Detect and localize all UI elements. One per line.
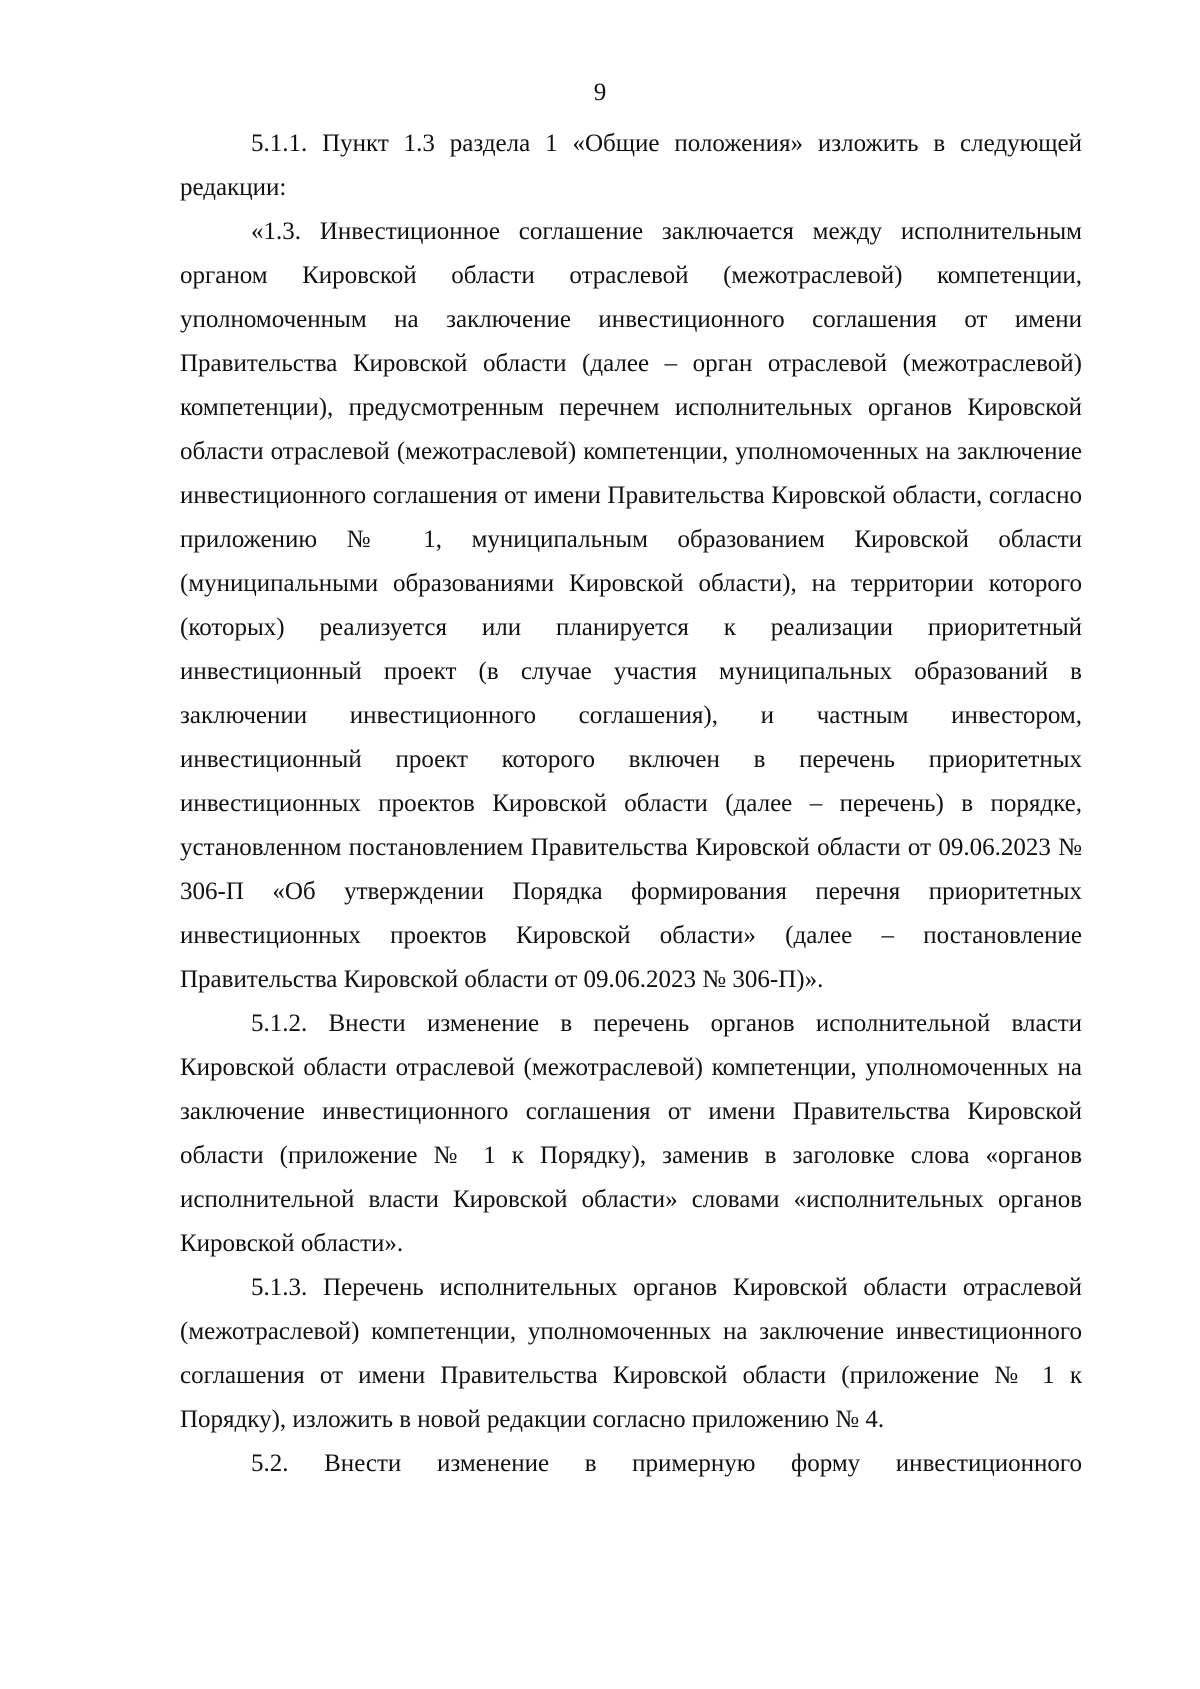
paragraph-5-1-3: 5.1.3. Перечень исполнительных органов Кировской области отраслевой (межотраслевой) компетенции, уполномоченных на заключение инвестиционного соглашения от имени Правительства Кировской области (приложение № 1 к Порядку), изложить в новой редакции согласно приложению № 4. [180, 1274, 1082, 1433]
paragraph-1-3-quote: «1.3. Инвестиционное соглашение заключается между исполнительным органом Кировской области отраслевой (межотраслевой) компетенции, уполномоченным на заключение инвестиционного соглашения от имени Правительства Кировской области (далее – орган отраслевой (межотраслевой) компетенции), предусмотренным перечнем исполнительных органов Кировской области отраслевой (межотраслевой) компетенции, уполномоченных на заключение инвестиционного соглашения от имени Правительства Кировской области, согласно приложению № 1, муниципальным образованием Кировской области (муниципальными образованиями Кировской области), на территории которого (которых) реализуется или планируется к реализации приоритетный инвестиционный проект (в случае участия муниципальных образований в заключении инвестиционного соглашения), и частным инвестором, инвестиционный проект которого включен в перечень приоритетных инвестиционных проектов Кировской области (далее – перечень) в порядке, установленном постановлением Правительства Кировской области от 09.06.2023 № 306-П «Об утверждении Порядка формирования перечня приоритетных инвестиционных проектов Кировской области» (далее – постановление Правительства Кировской области от 09.06.2023 № 306-П)». [180, 218, 1082, 993]
page-number: 9 [593, 79, 607, 106]
paragraph-5-1-2: 5.1.2. Внести изменение в перечень органов исполнительной власти Кировской области отраслевой (межотраслевой) компетенции, уполномоченных на заключение инвестиционного соглашения от имени Правительства Кировской области (приложение № 1 к Порядку), заменив в заголовке слова «органов исполнительной власти Кировской области» словами «исполнительных органов Кировской области». [180, 1010, 1082, 1257]
paragraph-5-2: 5.2. Внести изменение в примерную форму инвестиционного [251, 1450, 1082, 1477]
paragraph-5-1-1: 5.1.1. Пункт 1.3 раздела 1 «Общие положения» изложить в следующей редакции: [180, 130, 1082, 201]
document-body [180, 122, 1082, 1486]
